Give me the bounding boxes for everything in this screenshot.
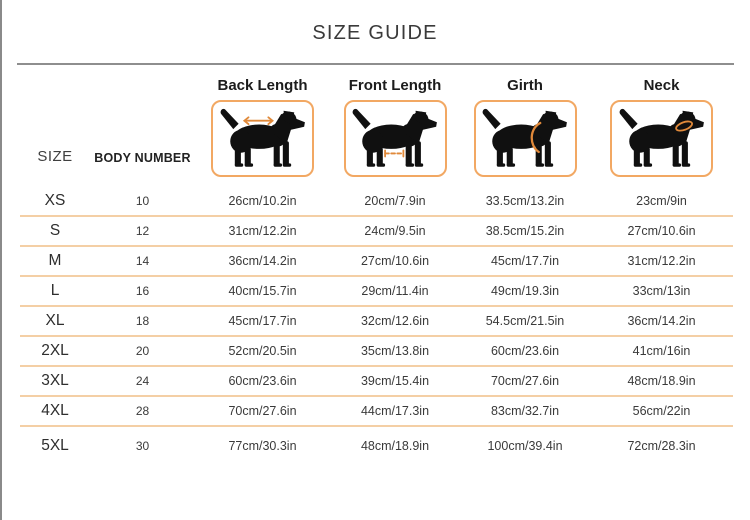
girth-cell: 33.5cm/13.2in (485, 194, 565, 208)
neck-cell: 41cm/16in (632, 344, 691, 358)
size-table-rows (20, 187, 733, 464)
table-row (20, 397, 733, 427)
table-row (20, 307, 733, 337)
body-number-cell: 24 (135, 374, 150, 388)
girth-cell: 60cm/23.6in (490, 344, 560, 358)
dog-neck-icon (610, 100, 713, 177)
neck-cell: 56cm/22in (632, 404, 691, 418)
front-length-cell: 48cm/18.9in (360, 438, 430, 453)
neck-cell: 36cm/14.2in (627, 314, 696, 328)
front-length-cell: 35cm/13.8in (360, 344, 430, 358)
back-length-cell: 45cm/17.7in (228, 314, 297, 328)
front-length-cell: 24cm/9.5in (364, 224, 426, 238)
girth-column-header (460, 77, 590, 177)
back-length-cell: 31cm/12.2in (228, 224, 297, 238)
neck-cell: 33cm/13in (632, 284, 691, 298)
body-number-cell: 10 (135, 194, 150, 208)
title-divider (17, 63, 734, 65)
size-cell: 3XL (41, 372, 69, 389)
table-row (20, 427, 733, 464)
back-length-cell: 52cm/20.5in (228, 344, 297, 358)
page-title: SIZE GUIDE (312, 22, 438, 44)
table-row (20, 277, 733, 307)
girth-cell: 54.5cm/21.5in (485, 314, 565, 328)
size-cell: M (48, 252, 62, 269)
back-length-cell: 70cm/27.6in (228, 404, 297, 418)
girth-cell: 45cm/17.7in (490, 254, 560, 268)
size-guide-table (20, 76, 733, 464)
front-length-cell: 32cm/12.6in (360, 314, 430, 328)
dog-front-length-icon (344, 100, 447, 177)
girth-cell: 49cm/19.3in (490, 284, 560, 298)
girth-cell: 38.5cm/15.2in (485, 224, 565, 238)
table-row (20, 247, 733, 277)
size-column-header: SIZE (37, 148, 73, 165)
girth-cell: 100cm/39.4in (487, 438, 563, 453)
back-length-column-header (195, 77, 330, 177)
girth-label: Girth (507, 77, 543, 94)
body-number-cell: 30 (135, 438, 150, 453)
neck-label: Neck (643, 77, 680, 94)
body-number-cell: 28 (135, 404, 150, 418)
neck-column-header (590, 77, 733, 177)
front-length-cell: 20cm/7.9in (364, 194, 426, 208)
body-number-cell: 20 (135, 344, 150, 358)
body-number-cell: 14 (135, 254, 150, 268)
front-length-cell: 27cm/10.6in (360, 254, 430, 268)
neck-cell: 23cm/9in (636, 194, 687, 208)
table-row (20, 217, 733, 247)
girth-cell: 70cm/27.6in (490, 374, 560, 388)
neck-cell: 27cm/10.6in (627, 224, 696, 238)
page-left-border (0, 0, 2, 520)
dog-girth-icon (474, 100, 577, 177)
front-length-column-header (330, 77, 460, 177)
size-cell: 2XL (41, 342, 69, 359)
dog-back-length-icon (211, 100, 314, 177)
girth-cell: 83cm/32.7in (490, 404, 560, 418)
body-number-cell: 12 (135, 224, 150, 238)
body-number-cell: 16 (135, 284, 150, 298)
back-length-cell: 77cm/30.3in (228, 438, 297, 453)
front-length-cell: 44cm/17.3in (360, 404, 430, 418)
back-length-cell: 26cm/10.2in (228, 194, 297, 208)
size-cell: L (50, 282, 60, 299)
neck-cell: 48cm/18.9in (627, 374, 696, 388)
back-length-label: Back Length (217, 77, 308, 94)
table-row (20, 367, 733, 397)
back-length-cell: 60cm/23.6in (228, 374, 297, 388)
size-cell: 4XL (41, 402, 69, 419)
size-cell: S (49, 222, 61, 239)
front-length-label: Front Length (348, 77, 442, 94)
neck-cell: 72cm/28.3in (627, 438, 696, 453)
table-header-row (20, 76, 733, 177)
back-length-cell: 36cm/14.2in (228, 254, 297, 268)
table-row (20, 187, 733, 217)
size-cell: XS (44, 192, 66, 209)
size-cell: 5XL (41, 436, 69, 454)
back-length-cell: 40cm/15.7in (228, 284, 297, 298)
neck-cell: 31cm/12.2in (627, 254, 696, 268)
front-length-cell: 39cm/15.4in (360, 374, 430, 388)
front-length-cell: 29cm/11.4in (361, 284, 429, 298)
body-number-column-header: BODY NUMBER (94, 151, 191, 165)
body-number-cell: 18 (135, 314, 150, 328)
table-row (20, 337, 733, 367)
size-cell: XL (45, 312, 65, 329)
